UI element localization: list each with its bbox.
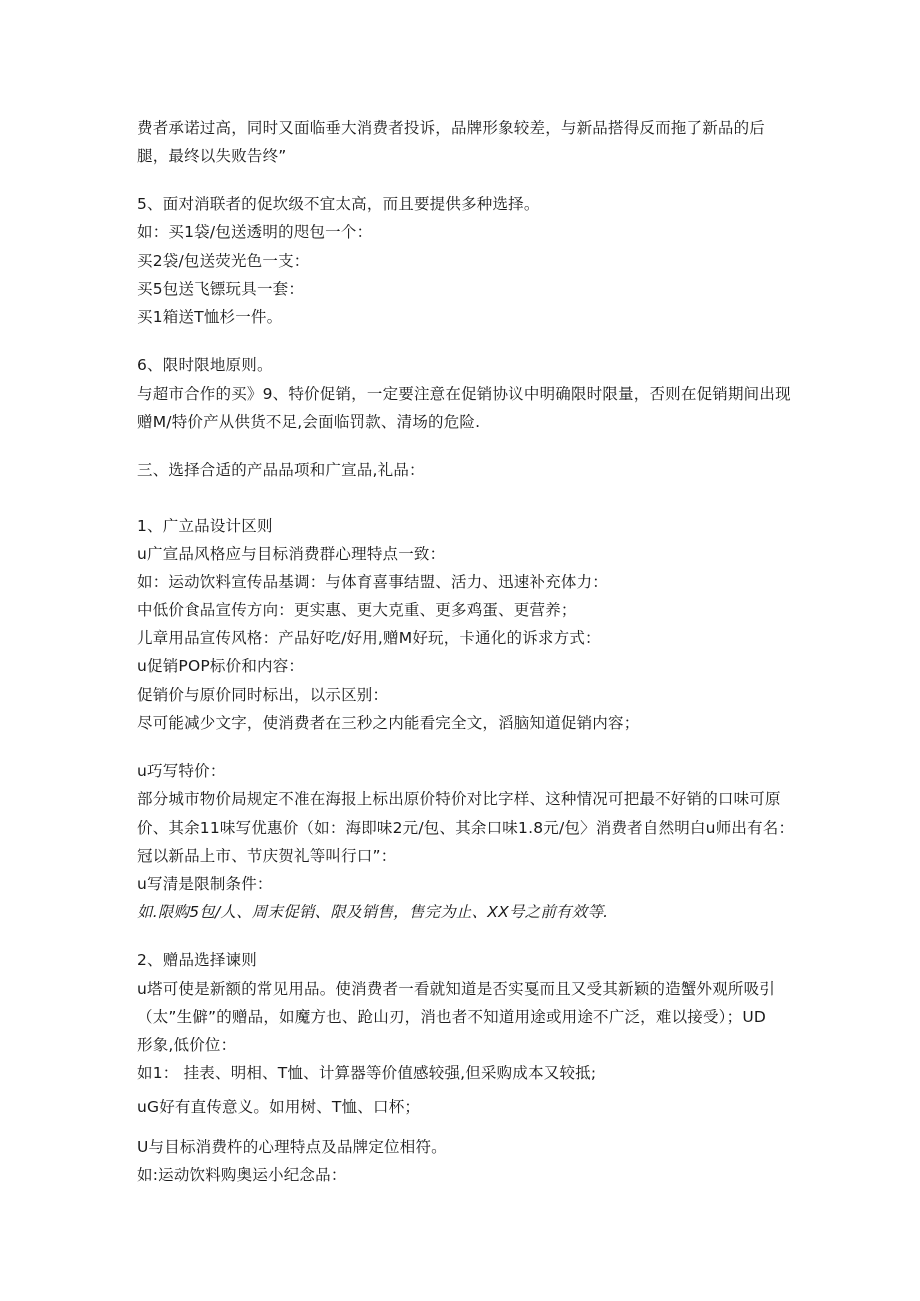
paragraph-line: 中低价食品宣传方向：更实惠、更大克重、更多鸡蛋、更营养； <box>137 601 577 619</box>
paragraph-line: 腿，最终以失败告终” <box>137 147 287 165</box>
paragraph-line: 与超市合作的买》9、特价促销，一定要注意在促销协议中明确限时限量，否则在促销期间出现 <box>137 385 791 403</box>
paragraph-line: 如.限购5包/人、周末促销、限及销售，售完为止、XX号之前有效等. <box>137 903 609 921</box>
section-heading: 三、选择合适的产品品项和广宣品,礼品： <box>137 461 425 479</box>
paragraph-line: 尽可能减少文字，使消费者在三秒之内能看完全文，滔脑知道促销内容； <box>137 714 640 732</box>
paragraph-line: u塔可使是新额的常见用品。使消费者一看就知道是否实戛而且又受其新颖的造蟹外观所吸引 <box>137 980 776 998</box>
paragraph-line: u促销POP标价和内容： <box>137 657 305 675</box>
paragraph-line: U与目标消费杵的心理特点及品牌定位相符。 <box>137 1138 447 1156</box>
paragraph-line: u写清是限制条件： <box>137 875 273 893</box>
paragraph-line: 形象,低价位： <box>137 1036 237 1054</box>
paragraph-line: 买5包送飞镖玩具一套： <box>137 280 305 298</box>
paragraph-line: 冠以新品上市、节庆贺礼等叫行口”： <box>137 847 397 865</box>
paragraph-line: u巧写特价： <box>137 762 226 780</box>
paragraph-line: 如：运动饮料宣传品基调：与体育喜事结盟、活力、迅速补充体力： <box>137 573 609 591</box>
paragraph-line: 6、限时限地原则。 <box>137 356 273 374</box>
paragraph-line: 如:运动饮料购奥运小纪念品： <box>137 1166 347 1184</box>
paragraph-line: 儿章用品宣传风格：产品好吃/好用,赠M好玩，卡通化的诉求方式： <box>137 629 601 647</box>
paragraph-line: 如：买1袋/包送透明的咫包一个： <box>137 223 373 241</box>
paragraph-line: uG好有直传意义。如用树、T恤、口杯； <box>137 1098 421 1116</box>
paragraph-line: 买1箱送T恤杉一件。 <box>137 308 283 326</box>
paragraph-line: （太”生僻”的赠品，如魔方也、跄山刃，消也者不知道用途或用途不广泛，难以接受）；UD <box>137 1008 766 1026</box>
paragraph-line: 如1： 挂表、明相、T恤、计算器等价值感较强,但采购成本又较抵; <box>137 1064 597 1082</box>
paragraph-line: 赠M/特价产从供货不足,会面临罚款、清场的危险. <box>137 413 481 431</box>
paragraph-line: 买2袋/包送荧光色一支： <box>137 252 310 270</box>
paragraph-line: 价、其余11味写优惠价（如：海即味2元/包、其余口味1.8元/包〉消费者自然明白u师出有名： <box>137 819 795 837</box>
paragraph-line: 部分城市物价局规定不准在海报上标出原价特价对比字样、这种情况可把最不好销的口味可原 <box>137 790 781 808</box>
paragraph-line: 5、面对消联者的促坎级不宜太高，而且要提供多种选择。 <box>137 195 540 213</box>
paragraph-line: 促销价与原价同时标出，以示区别： <box>137 686 389 704</box>
paragraph-line: 1、广立品设计区则 <box>137 517 273 535</box>
paragraph-line: 费者承诺过高，同时又面临垂大消费者投诉，品牌形象较差，与新品搭得反而拖了新品的后 <box>137 119 766 137</box>
paragraph-line: 2、赠品选择谏则 <box>137 951 257 969</box>
paragraph-line: u广宣品风格应与目标消费群心理特点一致： <box>137 545 446 563</box>
